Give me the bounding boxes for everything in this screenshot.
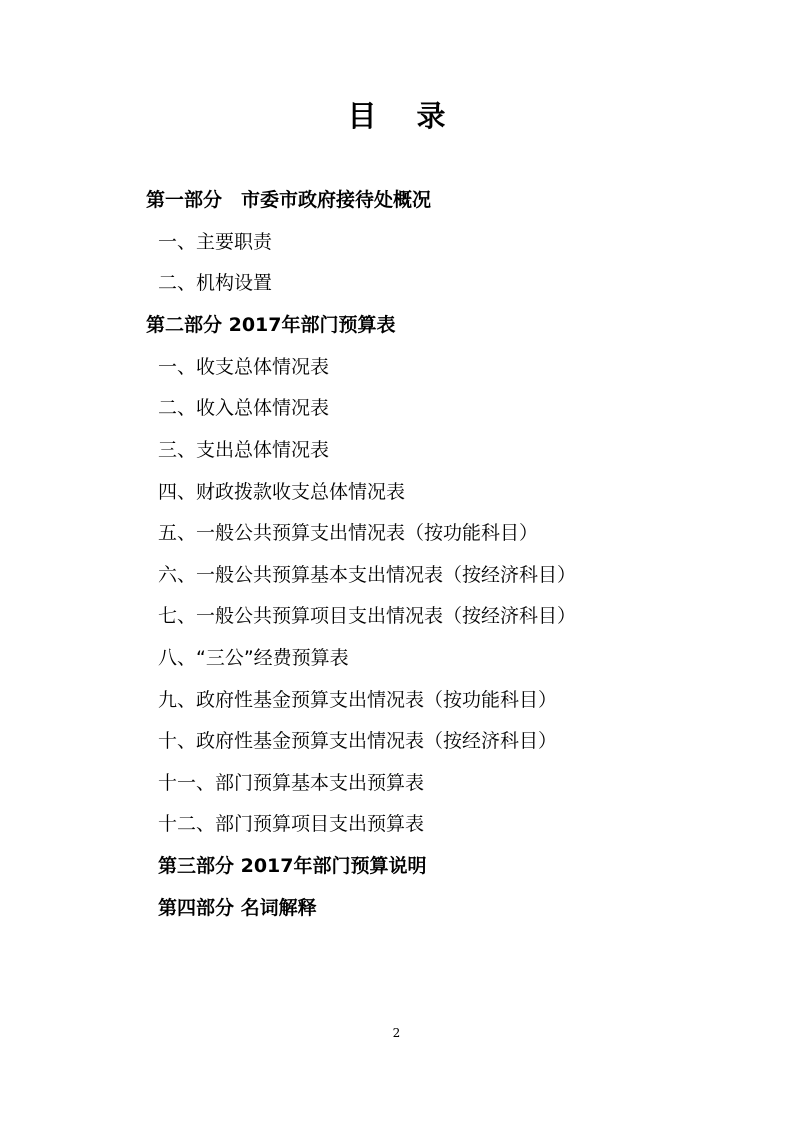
toc-item-table-3: 三、支出总体情况表 xyxy=(158,439,330,461)
toc-part-3: 第三部分 2017年部门预算说明 xyxy=(158,855,427,877)
toc-part-4: 第四部分 名词解释 xyxy=(158,897,317,919)
toc-item-table-8: 八、“三公”经费预算表 xyxy=(158,647,349,669)
toc-item-table-9: 九、政府性基金预算支出情况表（按功能科目） xyxy=(158,689,558,711)
toc-part-2: 第二部分 2017年部门预算表 xyxy=(146,314,396,336)
toc-item-main-duties: 一、主要职责 xyxy=(158,231,273,253)
toc-item-table-5: 五、一般公共预算支出情况表（按功能科目） xyxy=(158,522,539,544)
toc-item-table-1: 一、收支总体情况表 xyxy=(158,356,330,378)
toc-item-table-10: 十、政府性基金预算支出情况表（按经济科目） xyxy=(158,730,558,752)
page-number: 2 xyxy=(392,1026,401,1040)
toc-item-table-11: 十一、部门预算基本支出预算表 xyxy=(158,772,425,794)
toc-part-1: 第一部分 市委市政府接待处概况 xyxy=(146,189,432,211)
toc-item-table-12: 十二、部门预算项目支出预算表 xyxy=(158,813,425,835)
toc-item-organization: 二、机构设置 xyxy=(158,272,273,294)
toc-item-table-2: 二、收入总体情况表 xyxy=(158,397,330,419)
toc-item-table-4: 四、财政拨款收支总体情况表 xyxy=(158,481,406,503)
toc-item-table-7: 七、一般公共预算项目支出情况表（按经济科目） xyxy=(158,605,577,627)
document-title: 目录 xyxy=(347,99,486,133)
toc-item-table-6: 六、一般公共预算基本支出情况表（按经济科目） xyxy=(158,564,577,586)
